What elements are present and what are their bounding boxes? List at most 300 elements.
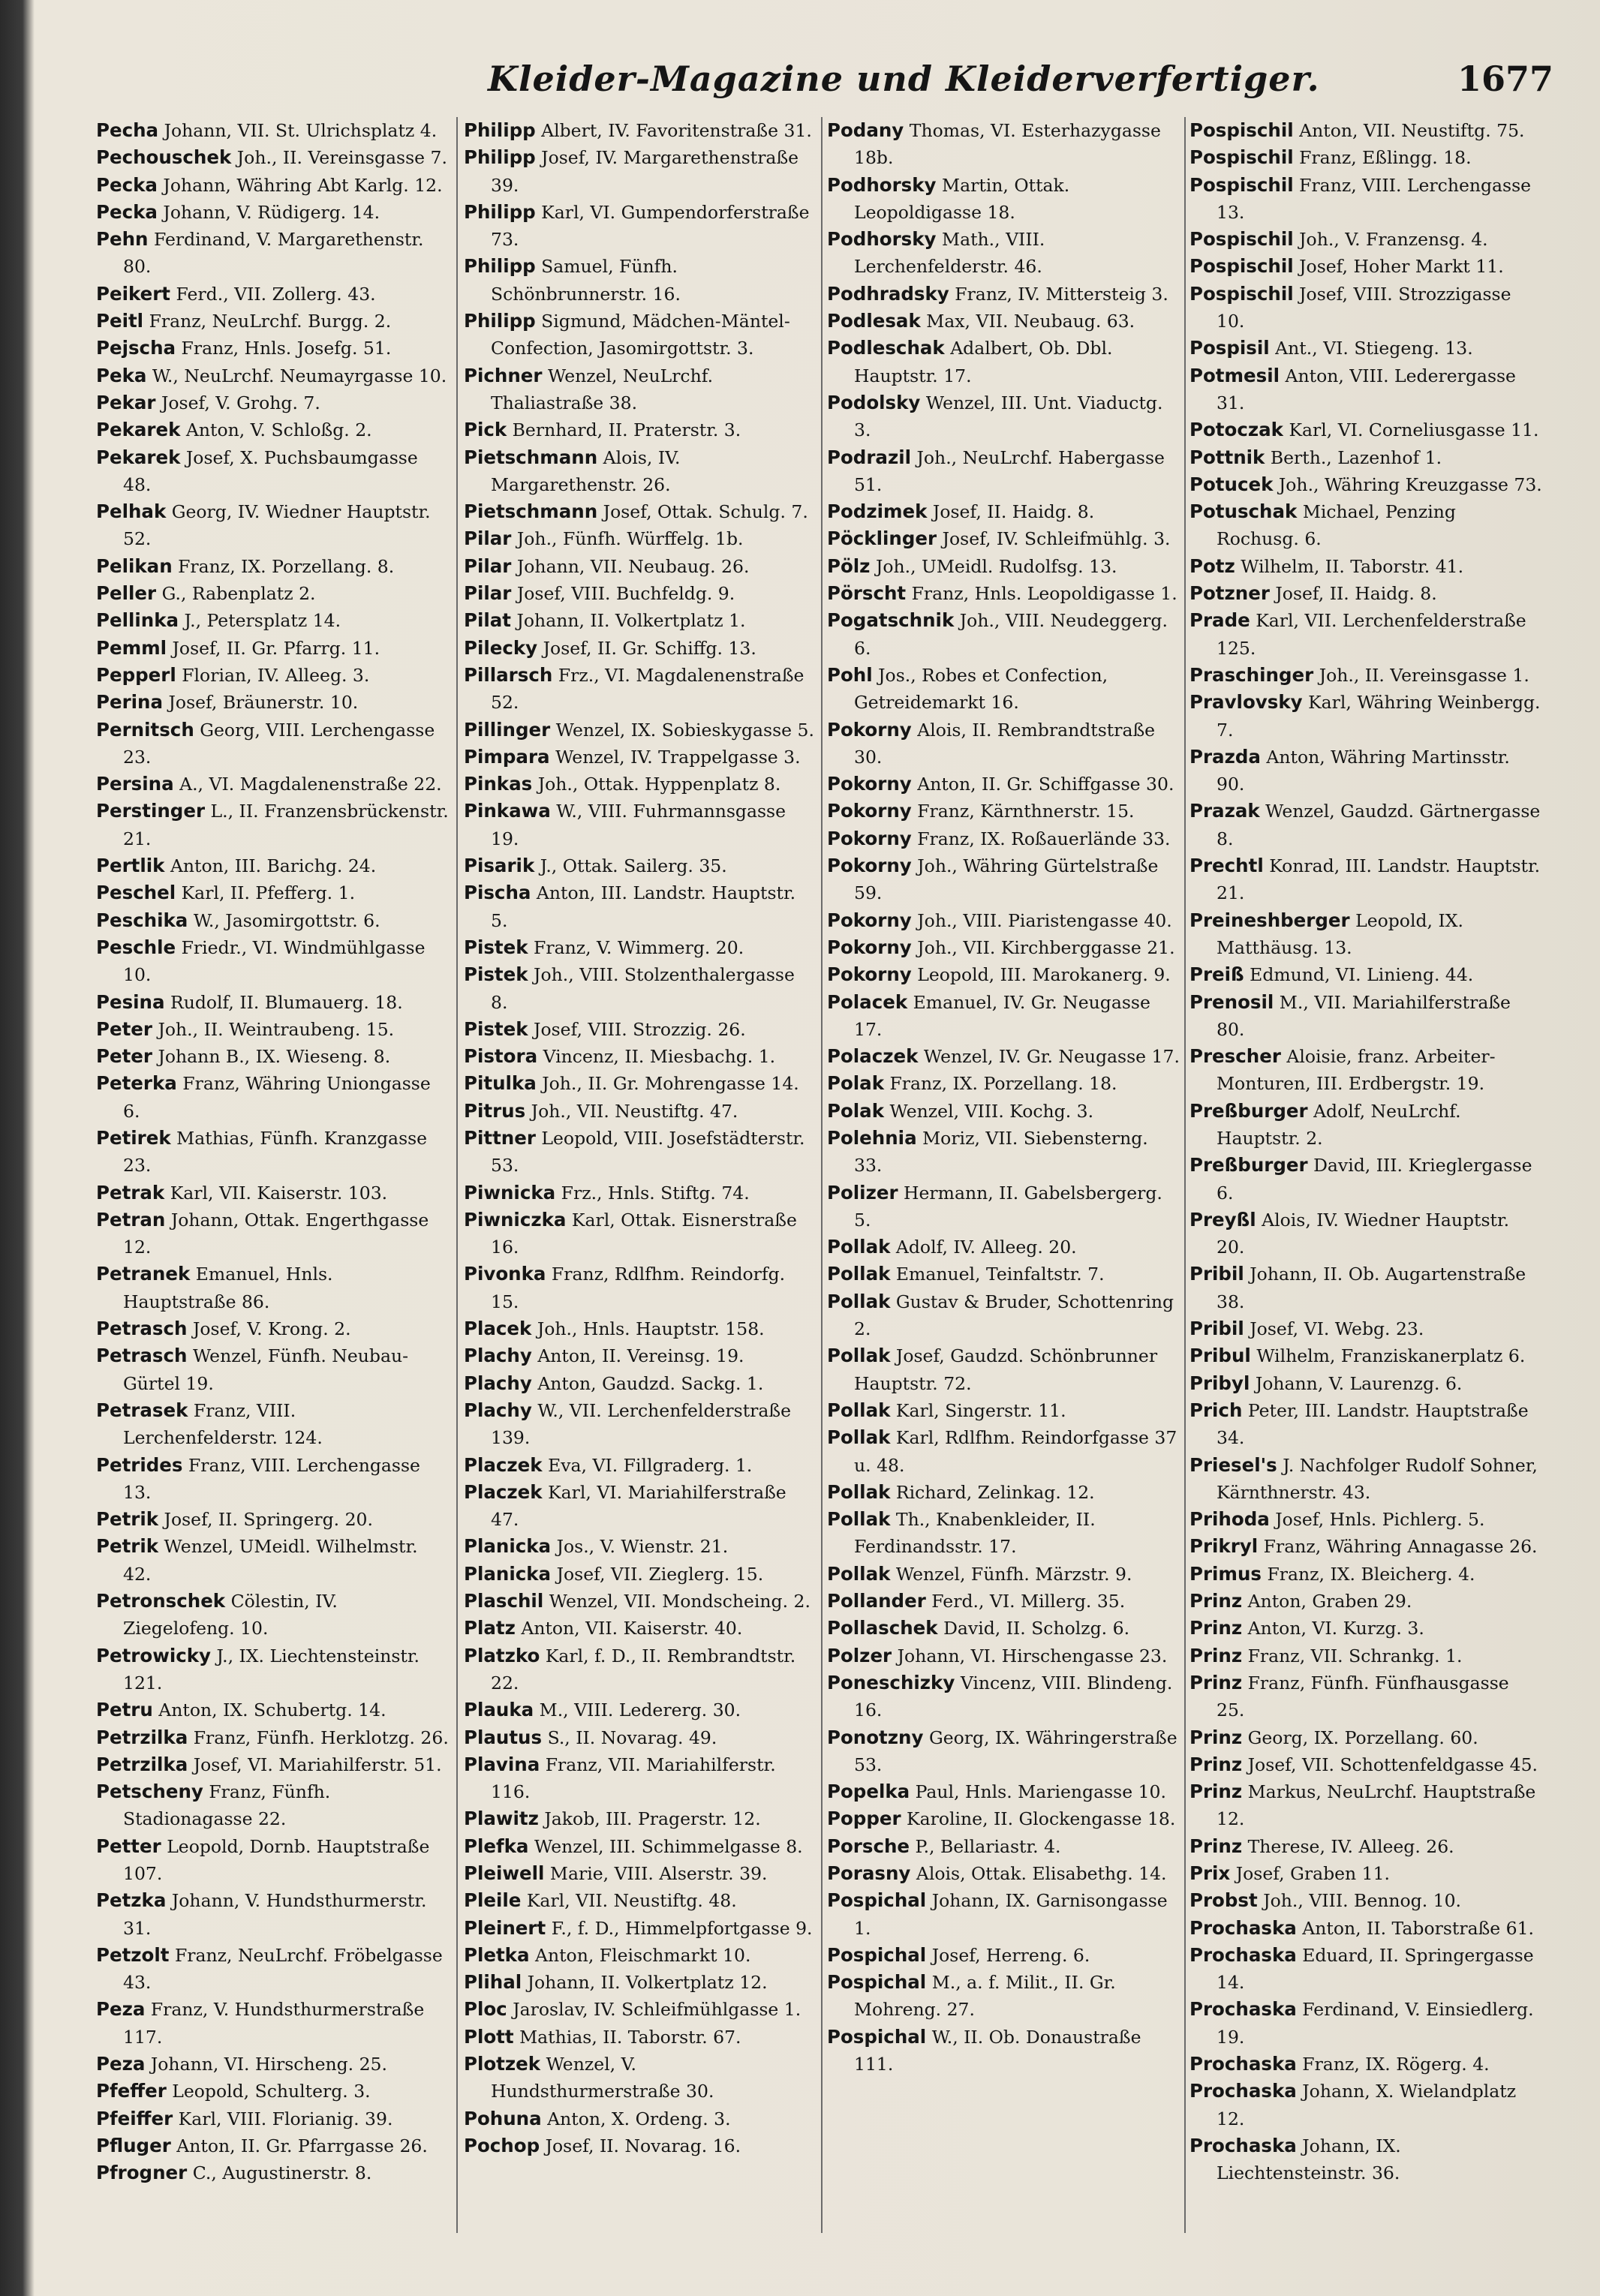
entry-address: F., f. D., Himmelpfortgasse 9.	[551, 1917, 813, 1939]
entry-name: Peller	[96, 582, 157, 605]
entry-name: Peschel	[96, 882, 176, 904]
entry-name: Placzek	[464, 1480, 543, 1503]
entry-name: Prinz	[1189, 1835, 1243, 1857]
entry-address: C., Augustinerstr. 8.	[192, 2162, 372, 2184]
entry-address: Johann, II. Volkertplatz 12.	[527, 1972, 768, 1994]
entry-address: Hermann, II. Gabelsbergerg. 5.	[854, 1182, 1162, 1231]
entry-address: W., VII. Lerchenfelderstraße 139.	[491, 1399, 791, 1449]
entry-name: Podolsky	[827, 391, 921, 413]
entry-name: Pölz	[827, 554, 871, 577]
directory-entry	[464, 1860, 817, 1887]
entry-name: Petter	[96, 1835, 161, 1857]
entry-address: Johann, II. Ob. Augartenstraße 38.	[1217, 1264, 1526, 1312]
entry-address: J., IX. Liechtensteinstr. 121.	[123, 1645, 420, 1693]
entry-name: Petrzilka	[96, 1726, 188, 1748]
entry-address: Josef, Gaudzd. Schönbrunner Hauptstr. 72.	[854, 1345, 1158, 1394]
directory-entry	[827, 1615, 1180, 1642]
entry-address: Emanuel, Teinfaltstr. 7.	[895, 1264, 1105, 1285]
directory-entry	[464, 934, 817, 961]
entry-name: Plihal	[464, 1971, 522, 1994]
entry-name: Popper	[827, 1808, 901, 1830]
entry-name: Pfluger	[96, 2134, 171, 2156]
entry-name: Preßburger	[1189, 1154, 1308, 1177]
entry-address: G., Rabenplatz 2.	[161, 583, 316, 605]
entry-name: Prix	[1189, 1862, 1231, 1884]
directory-entry	[1189, 1724, 1542, 1751]
entry-name: Plaschil	[464, 1590, 544, 1612]
directory-entry	[96, 1043, 449, 1070]
directory-entry	[1189, 281, 1542, 335]
entry-address: Mathias, II. Taborstr. 67.	[519, 2026, 741, 2048]
directory-entry	[827, 607, 1180, 662]
directory-entry	[96, 635, 449, 662]
directory-entry	[827, 553, 1180, 580]
directory-entry	[1189, 607, 1542, 662]
entry-name: Pollak	[827, 1236, 891, 1258]
directory-entry	[464, 662, 817, 717]
entry-address: Paul, Hnls. Mariengasse 10.	[915, 1781, 1166, 1803]
entry-name: Polak	[827, 1072, 885, 1095]
entry-address: Joh., VIII. Bennog. 10.	[1263, 1890, 1462, 1912]
entry-name: Plotzek	[464, 2053, 541, 2075]
directory-entry	[96, 580, 449, 607]
entry-name: Prochaska	[1189, 1916, 1297, 1939]
directory-entry	[1189, 1887, 1542, 1914]
directory-entry	[96, 989, 449, 1016]
entry-name: Pöcklinger	[827, 527, 937, 550]
entry-address: Anton, VII. Kaiserstr. 40.	[521, 1618, 743, 1639]
entry-name: Planicka	[464, 1535, 552, 1558]
entry-name: Pemml	[96, 636, 167, 659]
directory-column-3	[827, 117, 1180, 2278]
entry-address: Johann, V. Rüdigerg. 14.	[163, 201, 380, 223]
entry-address: Samuel, Fünfh. Schönbrunnerstr. 16.	[491, 256, 681, 305]
directory-entry	[464, 144, 817, 199]
directory-entry	[96, 281, 449, 308]
entry-name: Pospichal	[827, 2025, 927, 2048]
entry-address: Aloisie, franz. Arbeiter-Monturen, III. Erdbergstr. 19.	[1217, 1046, 1496, 1095]
entry-address: Anton, VIII. Lederergasse 31.	[1217, 365, 1516, 413]
entry-address: Bernhard, II. Praterstr. 3.	[512, 419, 741, 441]
entry-name: Pokorny	[827, 855, 912, 877]
entry-name: Pekarek	[96, 446, 181, 468]
entry-address: L., II. Franzensbrückenstr. 21.	[123, 801, 449, 849]
entry-name: Prinz	[1189, 1671, 1243, 1693]
entry-name: Pfrogner	[96, 2162, 188, 2184]
directory-entry	[1189, 444, 1542, 471]
entry-name: Peka	[96, 364, 147, 386]
entry-name: Potucek	[1189, 473, 1274, 495]
directory-entry	[1189, 1915, 1542, 1942]
directory-entry	[464, 771, 817, 798]
entry-name: Pohl	[827, 663, 873, 686]
entry-name: Pribil	[1189, 1318, 1244, 1340]
directory-entry	[1189, 144, 1542, 171]
entry-name: Pospischil	[1189, 146, 1294, 169]
entry-name: Pospichal	[827, 1889, 927, 1912]
entry-address: Franz, Eßlingg. 18.	[1299, 147, 1472, 169]
directory-entry	[464, 1915, 817, 1942]
entry-name: Pistek	[464, 936, 528, 958]
directory-entry	[827, 825, 1180, 852]
page-title: Kleider-Magazine und Kleiderverfertiger.	[488, 59, 1320, 99]
directory-entry	[96, 1996, 449, 2051]
entry-name: Philipp	[464, 310, 536, 332]
directory-column-1	[96, 117, 449, 2278]
directory-entry	[464, 1833, 817, 1860]
entry-address: J., Ottak. Sailerg. 35.	[540, 855, 727, 877]
entry-address: Franz, V. Wimmerg. 20.	[534, 936, 744, 958]
entry-address: Franz, Währing Uniongasse 6.	[123, 1073, 431, 1122]
directory-entry	[827, 525, 1180, 552]
entry-address: Josef, IV. Margarethenstraße 39.	[491, 147, 799, 196]
entry-address: Joh., VIII. Piaristengasse 40.	[917, 909, 1172, 931]
directory-entry	[827, 1424, 1180, 1479]
entry-name: Pepperl	[96, 663, 176, 686]
directory-entry	[827, 1479, 1180, 1506]
directory-entry	[96, 1125, 449, 1180]
entry-address: Franz, VII. Mariahilferstr. 116.	[491, 1754, 776, 1803]
entry-name: Podleschak	[827, 337, 945, 359]
directory-entry	[464, 2024, 817, 2051]
entry-name: Petrasch	[96, 1318, 188, 1340]
directory-entry	[1189, 1996, 1542, 2051]
directory-entry	[96, 362, 449, 389]
directory-entry	[1189, 1397, 1542, 1452]
entry-name: Pospischil	[1189, 119, 1294, 141]
entry-address: Karl, VI. Corneliusgasse 11.	[1289, 419, 1539, 441]
entry-address: Jos., V. Wienstr. 21.	[556, 1536, 729, 1558]
entry-name: Plawitz	[464, 1808, 539, 1830]
entry-name: Piwniczka	[464, 1208, 567, 1231]
entry-name: Petrik	[96, 1508, 159, 1531]
entry-address: Karl, VII. Kaiserstr. 103.	[170, 1182, 388, 1204]
entry-address: Franz, IX. Rögerg. 4.	[1302, 2054, 1490, 2075]
entry-name: Pleiwell	[464, 1862, 545, 1884]
entry-name: Platz	[464, 1617, 516, 1639]
entry-address: Franz, VIII. Lerchenfelderstr. 124.	[123, 1399, 323, 1449]
entry-address: Anton, VI. Kurzg. 3.	[1247, 1618, 1424, 1639]
directory-entry	[96, 1452, 449, 1507]
directory-entry	[96, 1315, 449, 1342]
entry-address: Josef, II. Novarag. 16.	[545, 2135, 741, 2156]
entry-address: Peter, III. Landstr. Hauptstraße 34.	[1217, 1399, 1529, 1449]
entry-address: W., VIII. Fuhrmannsgasse 19.	[491, 801, 786, 849]
entry-name: Plefka	[464, 1835, 529, 1857]
directory-entry	[96, 389, 449, 416]
entry-address: Wenzel, IX. Sobieskygasse 5.	[555, 719, 814, 741]
directory-entry	[1189, 1642, 1542, 1669]
entry-name: Prazak	[1189, 800, 1260, 822]
directory-entry	[827, 335, 1180, 389]
entry-address: Josef, Ottak. Schulg. 7.	[603, 501, 808, 523]
entry-name: Plott	[464, 2025, 514, 2048]
entry-name: Pilar	[464, 527, 512, 550]
directory-entry	[464, 2132, 817, 2159]
entry-address: Joh., Hnls. Hauptstr. 158.	[537, 1318, 765, 1340]
directory-entry	[1189, 498, 1542, 553]
entry-name: Prazda	[1189, 745, 1261, 768]
directory-entry	[1189, 580, 1542, 607]
directory-entry	[464, 1315, 817, 1342]
directory-entry	[96, 416, 449, 443]
entry-address: David, III. Krieglergasse 6.	[1217, 1155, 1532, 1204]
directory-entry	[96, 717, 449, 771]
entry-name: Potuschak	[1189, 500, 1298, 523]
entry-name: Pick	[464, 419, 507, 441]
entry-address: Joh., UMeidl. Rudolfsg. 13.	[875, 555, 1117, 577]
entry-name: Priesel's	[1189, 1453, 1277, 1476]
directory-entry	[827, 1342, 1180, 1397]
directory-entry	[827, 717, 1180, 771]
directory-entry	[464, 308, 817, 362]
entry-address: Anton, Graben 29.	[1247, 1591, 1412, 1612]
directory-entry	[1189, 1669, 1542, 1724]
entry-name: Persina	[96, 773, 174, 795]
entry-address: Anton, II. Taborstraße 61.	[1302, 1917, 1535, 1939]
directory-entry	[827, 1778, 1180, 1805]
entry-address: Karl, VII. Neustiftg. 48.	[526, 1890, 737, 1912]
directory-entry	[1189, 989, 1542, 1044]
entry-address: Franz, IX. Porzellang. 8.	[178, 555, 395, 577]
directory-entry	[827, 1942, 1180, 1969]
directory-entry	[464, 1070, 817, 1097]
directory-entry	[827, 1561, 1180, 1588]
entry-address: Jaroslav, IV. Schleifmühlgasse 1.	[513, 1999, 802, 2021]
entry-name: Petronschek	[96, 1590, 226, 1612]
entry-address: Joh., Währing Kreuzgasse 73.	[1278, 473, 1542, 495]
directory-entry	[464, 1969, 817, 1996]
entry-name: Plavina	[464, 1753, 540, 1775]
entry-address: Joh., Währing Gürtelstraße 59.	[854, 855, 1159, 904]
entry-address: Alois, Ottak. Elisabethg. 14.	[916, 1863, 1167, 1884]
directory-entry	[96, 798, 449, 852]
entry-address: Ferdinand, V. Margarethenstr. 80.	[123, 229, 424, 278]
directory-entry	[827, 852, 1180, 907]
entry-address: Anton, Fleischmarkt 10.	[535, 1944, 751, 1966]
entry-address: Franz, Hnls. Leopoldigasse 1.	[911, 583, 1177, 605]
entry-address: Josef, II. Gr. Schiffg. 13.	[543, 637, 756, 659]
directory-entry	[464, 879, 817, 934]
directory-entry	[96, 1833, 449, 1888]
entry-address: Eduard, II. Springergasse 14.	[1217, 1944, 1534, 1994]
entry-address: Karoline, II. Glockengasse 18.	[907, 1808, 1176, 1830]
directory-entry	[464, 1207, 817, 1261]
entry-name: Pletka	[464, 1943, 530, 1966]
directory-entry	[96, 144, 449, 171]
entry-name: Petru	[96, 1699, 153, 1721]
entry-address: Leopold, Schulterg. 3.	[172, 2081, 371, 2102]
directory-entry	[1189, 1833, 1542, 1860]
entry-name: Preyßl	[1189, 1208, 1256, 1231]
directory-entry	[827, 1125, 1180, 1180]
entry-name: Prinz	[1189, 1644, 1243, 1666]
entry-name: Pistora	[464, 1045, 538, 1068]
entry-name: Pospischil	[1189, 228, 1294, 251]
entry-address: Th., Knabenkleider, II. Ferdinandsstr. 17.	[854, 1509, 1096, 1558]
directory-entry	[827, 1833, 1180, 1860]
entry-name: Pistek	[464, 963, 528, 986]
entry-address: Martin, Ottak. Leopoldigasse 18.	[854, 174, 1070, 223]
entry-name: Pechouschek	[96, 146, 232, 169]
entry-address: Joh., II. Weintraubeng. 15.	[158, 1018, 395, 1040]
entry-address: Wenzel, VIII. Kochg. 3.	[889, 1100, 1094, 1122]
entry-name: Peter	[96, 1017, 152, 1040]
entry-name: Pokorny	[827, 773, 912, 795]
entry-name: Plautus	[464, 1726, 543, 1748]
directory-entry	[827, 1234, 1180, 1261]
directory-entry	[464, 1342, 817, 1369]
entry-name: Prinz	[1189, 1753, 1243, 1775]
entry-name: Pokorny	[827, 800, 912, 822]
entry-name: Philipp	[464, 255, 536, 278]
entry-name: Peter	[96, 1045, 152, 1068]
entry-name: Praschinger	[1189, 663, 1314, 686]
entry-address: S., II. Novarag. 49.	[547, 1727, 717, 1748]
entry-name: Pribil	[1189, 1263, 1244, 1285]
directory-entry	[464, 1696, 817, 1724]
entry-address: J., Petersplatz 14.	[184, 610, 341, 632]
entry-address: Wenzel, V. Hundsthurmerstraße 30.	[491, 2054, 714, 2102]
entry-address: Alois, IV. Wiedner Hauptstr. 20.	[1217, 1209, 1510, 1258]
entry-name: Peschika	[96, 909, 188, 931]
entry-address: Josef, II. Haidg. 8.	[1275, 583, 1437, 605]
entry-name: Piwnicka	[464, 1181, 556, 1204]
directory-entry	[464, 1261, 817, 1315]
directory-entry	[827, 444, 1180, 499]
entry-name: Petran	[96, 1208, 166, 1231]
directory-entry	[1189, 335, 1542, 362]
entry-name: Ponotzny	[827, 1726, 924, 1748]
entry-address: Karl, Ottak. Eisnerstraße 16.	[491, 1209, 797, 1258]
entry-address: Georg, IX. Porzellang. 60.	[1247, 1727, 1478, 1748]
entry-name: Pecka	[96, 200, 158, 223]
entry-address: Wenzel, NeuLrchf. Thaliastraße 38.	[491, 365, 714, 413]
entry-address: Johann, VI. Hirscheng. 25.	[150, 2054, 387, 2075]
directory-entry	[827, 989, 1180, 1044]
directory-entry	[96, 2105, 449, 2132]
entry-name: Peza	[96, 2053, 146, 2075]
entry-name: Pilar	[464, 582, 512, 605]
entry-name: Petzka	[96, 1889, 167, 1912]
entry-name: Podzimek	[827, 500, 928, 523]
directory-entry	[464, 607, 817, 634]
entry-address: A., VI. Magdalenenstraße 22.	[179, 774, 442, 795]
directory-entry	[827, 1860, 1180, 1887]
directory-entry	[464, 1043, 817, 1070]
entry-name: Preiß	[1189, 963, 1244, 986]
entry-name: Pospichal	[827, 1943, 927, 1966]
entry-name: Pollak	[827, 1290, 891, 1312]
entry-address: Johann, V. Laurenzg. 6.	[1255, 1372, 1463, 1394]
entry-address: Anton, II. Gr. Pfarrgasse 26.	[176, 2135, 428, 2156]
column-divider	[1184, 117, 1186, 2233]
entry-address: Ferd., VI. Millerg. 35.	[931, 1591, 1126, 1612]
directory-entry	[1189, 852, 1542, 907]
entry-address: Anton, II. Vereinsg. 19.	[537, 1345, 744, 1367]
entry-name: Peschle	[96, 936, 176, 958]
entry-address: Franz, Fünfh. Fünfhausgasse 25.	[1217, 1672, 1509, 1721]
directory-entry	[96, 172, 449, 199]
entry-address: Anton, V. Schloßg. 2.	[185, 419, 372, 441]
entry-name: Plachy	[464, 1399, 532, 1421]
entry-address: Marie, VIII. Alserstr. 39.	[549, 1863, 768, 1884]
directory-entry	[1189, 689, 1542, 744]
directory-entry	[827, 662, 1180, 717]
entry-name: Polizer	[827, 1181, 898, 1204]
entry-address: Karl, VI. Gumpendorferstraße 73.	[491, 201, 810, 251]
entry-name: Prochaska	[1189, 2053, 1297, 2075]
entry-address: Leopold, VIII. Josefstädterstr. 53.	[491, 1127, 805, 1177]
entry-address: Josef, Bräunerstr. 10.	[168, 692, 359, 714]
directory-entry	[464, 362, 817, 417]
entry-address: Georg, IX. Währingerstraße 53.	[854, 1727, 1177, 1775]
directory-entry	[464, 553, 817, 580]
directory-entry	[1189, 907, 1542, 962]
directory-entry	[96, 1261, 449, 1315]
entry-address: Richard, Zelinkag. 12.	[895, 1481, 1095, 1503]
entry-address: Johann, IX. Liechtensteinstr. 36.	[1217, 2135, 1401, 2184]
entry-name: Petzolt	[96, 1943, 170, 1966]
directory-entry	[827, 172, 1180, 227]
directory-entry	[96, 1397, 449, 1452]
directory-column-2	[464, 117, 817, 2278]
entry-name: Pillinger	[464, 718, 551, 741]
entry-name: Prihoda	[1189, 1508, 1270, 1531]
entry-name: Petscheny	[96, 1781, 203, 1803]
entry-name: Pitulka	[464, 1072, 537, 1095]
entry-address: Josef, VII. Schottenfeldgasse 45.	[1247, 1754, 1538, 1775]
entry-address: Anton, Währing Martinsstr. 90.	[1217, 746, 1510, 795]
entry-name: Prinz	[1189, 1590, 1243, 1612]
entry-name: Potoczak	[1189, 419, 1283, 441]
directory-entry	[827, 1180, 1180, 1234]
directory-entry	[827, 798, 1180, 825]
directory-entry	[1189, 1043, 1542, 1098]
entry-address: Johann, II. Volkertplatz 1.	[516, 610, 746, 632]
directory-entry	[96, 1751, 449, 1778]
directory-entry	[827, 1669, 1180, 1724]
directory-entry	[464, 580, 817, 607]
entry-name: Pietschmann	[464, 500, 598, 523]
entry-address: Joh., NeuLrchf. Habergasse 51.	[854, 446, 1165, 495]
entry-address: Adolf, NeuLrchf. Hauptstr. 2.	[1217, 1100, 1461, 1149]
entry-name: Pfeiffer	[96, 2107, 173, 2129]
directory-entry	[96, 2051, 449, 2078]
directory-entry	[827, 281, 1180, 308]
entry-name: Prinz	[1189, 1781, 1243, 1803]
entry-name: Pisarik	[464, 855, 535, 877]
directory-entry	[464, 199, 817, 254]
entry-name: Prade	[1189, 609, 1250, 632]
directory-entry	[1189, 798, 1542, 852]
directory-entry	[96, 1778, 449, 1833]
directory-entry	[827, 1070, 1180, 1097]
entry-name: Ploc	[464, 1998, 507, 2021]
entry-address: Josef, Graben 11.	[1235, 1863, 1391, 1884]
directory-entry	[1189, 1506, 1542, 1533]
directory-entry	[1189, 1152, 1542, 1207]
entry-address: Franz, VIII. Lerchengasse 13.	[1217, 174, 1532, 223]
entry-address: Georg, IV. Wiedner Hauptstr. 52.	[123, 501, 431, 550]
entry-address: Friedr., VI. Windmühlgasse 10.	[123, 936, 426, 986]
entry-address: Anton, VII. Neustiftg. 75.	[1299, 120, 1525, 141]
directory-entry	[464, 1479, 817, 1534]
directory-entry	[464, 1016, 817, 1043]
entry-address: Johann, Ottak. Engerthgasse 12.	[123, 1209, 429, 1258]
entry-address: Franz, VIII. Lerchengasse 13.	[123, 1454, 420, 1503]
directory-entry	[464, 2051, 817, 2105]
